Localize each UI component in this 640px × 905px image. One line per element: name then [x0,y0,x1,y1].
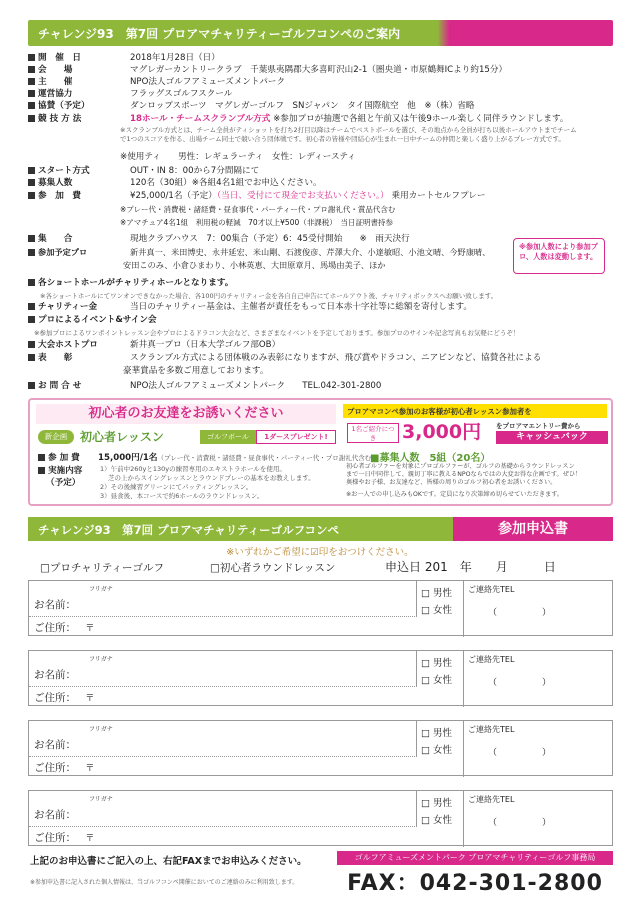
event-title [28,314,157,326]
promo-per-person: 1名ご紹介につき [347,423,399,443]
info-label: 集 合 [38,234,73,244]
male-checkbox[interactable]: □ 男性 [421,798,452,809]
pros-variation-callout: ※参加人数により参加プロ、人数は変動します。 [513,238,605,274]
info-label: 主 催 [38,77,73,87]
male-checkbox[interactable]: □ 男性 [421,728,452,739]
tel-label: ご連絡先TEL [468,655,515,664]
info-value: 120名（30組）※各組4名1組でお申込ください。 [130,178,322,188]
name-label: お名前： [34,669,76,681]
date-prefix: 申込日 201 [385,560,448,574]
info-value: フラッグスゴルフスクール [130,89,233,99]
info-value: 2018年1月28日（日） [130,53,220,63]
info-row-venue [28,64,507,76]
address-cell[interactable] [29,687,464,707]
header-banner [28,20,613,46]
promo-cashback: キャッシュバック [496,431,608,444]
content-label-text: 実施内容 [48,466,83,476]
option-charity[interactable]: □プロチャリティーゴルフ [40,562,165,574]
name-cell[interactable] [29,721,417,757]
entry-row [28,580,613,636]
info-row-format [28,113,569,125]
charity-hole-title [28,277,233,289]
bullet-icon [28,341,35,348]
form-instruction: ※いずれかご希望に☑印をおつけください。 [226,547,414,558]
format-value: ※参加プロが抽選で各組と午前又は午後9ホール楽しく同伴ラウンドします。 [273,114,569,124]
bullet-icon [28,102,35,109]
date-year: 年 [459,560,472,574]
info-row-charity [28,301,472,313]
footer-fax[interactable]: FAX：042-301-2800 [347,871,603,896]
info-label: 募集人数 [38,178,73,188]
address-label: ご住所： [34,762,76,774]
gender-cell[interactable] [417,791,464,827]
footer-instruction: 上記のお申込書にご記入の上、右記FAXまでお申込みください。 [30,856,307,867]
info-label: 参 加 費 [38,191,81,201]
award-line-1: スクランブル方式による団体戦のみ表彰になりますが、飛び賞やドラコン、ニアピンなど、協賛各社による [130,353,542,363]
bullet-icon [28,279,35,286]
info-label: お 問 合 せ [38,381,82,391]
bullet-icon [28,115,35,122]
event-title-text: プロによるイベント&サイン会 [38,315,157,325]
info-label: 開 催 日 [38,53,81,63]
female-checkbox[interactable]: □ 女性 [421,815,452,826]
address-label: ご住所： [34,832,76,844]
promo-note-3: 奥様やお子様、お友達など、皆様の周りのゴルフ初心者をお誘いください。 [346,479,557,486]
info-row-date [28,52,220,64]
footer-office: ゴルフアミューズメントパーク プロアマチャリティーゴルフ事務局 [337,851,613,865]
content-label [38,465,82,477]
bullet-icon [28,354,35,361]
content-1b: 芝の上からスイングレッスンとラウンドプレーの基本をお教えします。 [108,474,315,482]
info-row-fee [28,190,485,202]
address-cell[interactable] [29,827,464,847]
pros-line-1: 新井真一、米田博史、永井延宏、米山剛、石渡俊彦、芹澤大介、小達敏昭、小池文晴、今野康晴、 [130,247,491,257]
tel-label: ご連絡先TEL [468,585,515,594]
info-label: スタート方式 [38,166,90,176]
option-lesson[interactable]: □初心者ラウンドレッスン [210,562,336,574]
info-label: 表 彰 [38,353,73,363]
female-checkbox[interactable]: □ 女性 [421,675,452,686]
info-value: NPO法人ゴルフアミューズメントパーク [130,77,286,87]
furigana-label: フリガナ [89,796,113,803]
date-month: 月 [495,560,508,574]
content-3: 3）昼食後、本コースで約6ホールのラウンドレッスン。 [100,492,264,500]
content-1: 1）午前中260yと130yの練習専用のエキストラホールを使用。 [100,465,286,473]
name-label: お名前： [34,739,76,751]
footer-privacy-note: ※参加申込書に記入された個人情報は、当ゴルフコンペ開催においてのご連絡のみに利用致します。 [30,879,299,886]
tel-paren: （ ） [488,608,552,618]
furigana-label: フリガナ [89,656,113,663]
info-row-award [28,352,541,364]
tel-paren: （ ） [488,748,552,758]
address-cell[interactable] [29,617,464,637]
tel-label: ご連絡先TEL [468,725,515,734]
furigana-label: フリガナ [89,586,113,593]
bullet-icon [28,316,35,323]
entry-row [28,790,613,846]
header-title: チャレンジ93 第7回 プロアマチャリティーゴルフコンペのご案内 [38,27,401,41]
bullet-icon [28,192,35,199]
name-label: お名前： [34,599,76,611]
bullet-icon [38,454,45,461]
info-row-gathering [28,233,410,245]
address-label: ご住所： [34,692,76,704]
entry-row [28,720,613,776]
beginner-fee-value: 15,000円/1名 [98,453,158,463]
info-value: ダンロップスポーツ マグレガーゴルフ SNジャパン タイ国際航空 他 ※（株）省略 [130,101,475,111]
beginner-fee-label: 参 加 費 [48,453,80,463]
tee-info: ※使用ティ 男性：レギュラーティ 女性：レディースティ [120,152,356,162]
tel-cell[interactable] [464,651,614,707]
bullet-icon [28,54,35,61]
info-label: チャリティー金 [38,302,98,312]
promo-note-1: 初心者ゴルファーを対象にプロゴルファーが、ゴルフの基礎からラウンドレッスン [346,463,575,470]
bullet-icon [38,467,45,474]
promo-note-2: まで一日中同伴して、親切丁寧に教えるNPOならではの大変お得な企画です。ぜひ！ [346,471,582,478]
fee-note: ※プレー代・消費税・諸経費・昼食事代・パーティー代・プロ謝礼代・賞品代含む [120,205,396,214]
info-row-host [28,339,280,351]
info-value: 新井真一プロ（日本大学ゴルフ部OB） [130,340,281,350]
bullet-icon [28,90,35,97]
gender-cell[interactable] [417,581,464,617]
info-row-cooperation [28,88,232,100]
address-label: ご住所： [34,622,76,634]
info-row-pros [28,246,490,258]
name-cell[interactable] [29,791,417,827]
info-value: 現地クラブハウス 7：00集合（予定）6：45受付開始 ※ 雨天決行 [130,234,410,244]
female-checkbox[interactable]: □ 女性 [421,605,452,616]
info-value: マグレガーカントリークラブ 千葉県夷隅郡大多喜町沢山2-1（圏央道・市原鶴舞ICより約15分） [130,65,508,75]
pros-line-2: 安田このみ、小倉ひまわり、小林英恵、大田原章月、馬場由美子、ほか [123,260,386,270]
charity-title-text: 各ショートホールがチャリティホールとなります。 [38,278,234,288]
male-checkbox[interactable]: □ 男性 [421,658,452,669]
golf-ball-badge: ゴルフボール [200,430,256,444]
info-row-capacity [28,177,322,189]
promo-amount: 3,000円 [402,421,482,443]
info-value: NPO法人ゴルフアミューズメントパーク TEL.042-301-2800 [130,381,382,391]
beginner-title: 初心者のお友達をお誘いください [36,404,336,424]
bullet-icon [28,78,35,85]
bullet-icon [28,179,35,186]
info-row-sponsor [28,100,475,112]
fee-cash-note: （当日、受付にて現金でお支払いください。） [216,191,389,201]
fee-value: ¥25,000/1名（予定） [130,191,217,201]
postal-mark: 〒 [85,624,95,634]
award-line-2: 豪華賞品を多数ご用意しております。 [123,366,269,376]
promo-headline: プロアマコンペ参加のお客様が初心者レッスン参加者を [343,404,607,418]
form-apply-label: 参加申込書 [453,517,613,541]
bullet-icon [28,303,35,310]
format-note-2: で1つのスコアを作る、出場チーム同士で競い合う団体戦です。初心者の皆様や団結心が生まれ一日中チームの仲間と楽しく盛り上がるプレー方式です。 [120,135,565,143]
info-row-organizer [28,76,285,88]
name-cell[interactable] [29,581,417,617]
bullet-icon [28,249,35,256]
tel-paren: （ ） [488,678,552,688]
tel-cell[interactable] [464,791,614,847]
name-label: お名前： [34,809,76,821]
info-row-start [28,165,259,177]
postal-mark: 〒 [85,694,95,704]
content-sub: （予定） [46,478,81,488]
fee-note-2: ※アマチュア4名1組 利用税の軽減 70才以上¥500（非課税） 当日証明書持参 [120,218,393,227]
bullet-icon [28,235,35,242]
bullet-icon [28,66,35,73]
recruit-count: ■募集人数 5組（20名） [370,453,491,464]
bullet-icon [28,382,35,389]
tel-paren: （ ） [488,818,552,828]
tel-label: ご連絡先TEL [468,795,515,804]
promo-note-4: ※お一人での申し込みもOKです。定員になり次第締め切らせていただきます。 [346,491,564,498]
tel-cell[interactable] [464,721,614,777]
male-checkbox[interactable]: □ 男性 [421,588,452,599]
female-checkbox[interactable]: □ 女性 [421,745,452,756]
info-value: 当日のチャリティー基金は、主催者が責任をもって日本赤十字社等に総額を寄付します。 [130,302,472,312]
format-name: 18ホール・チームスクランブル方式 [130,114,271,124]
bullet-icon [28,167,35,174]
present-badge: 1ダースプレゼント! [256,430,336,444]
new-plan-badge: 新企画 [38,430,74,444]
charity-note: ※各ショートホールにてワンオンできなかった場合、各100円のチャリティー金を各自自己申告にてホールアウト後、チャリティボックスへお願い致します。 [40,292,498,300]
event-note: ※参加プロによるワンポイントレッスン会やプロによるドラコン大会など、さまざまなイベントを予定しております。参加プロのサインや記念写真もお気軽にどうぞ！ [34,329,520,337]
postal-mark: 〒 [85,834,95,844]
furigana-label: フリガナ [89,726,113,733]
info-value: OUT・IN 8：00から7分間隔にて [130,166,260,176]
gender-cell[interactable] [417,721,464,757]
content-2: 2）その後練習グリーンにてパッティングレッスン。 [100,483,253,491]
name-cell[interactable] [29,651,417,687]
lesson-title: 初心者レッスン [80,430,164,444]
info-label: 競 技 方 法 [38,114,82,124]
info-label: 運営協力 [38,89,73,99]
date-day: 日 [543,560,556,574]
address-cell[interactable] [29,757,464,777]
info-label: 会 場 [38,65,73,75]
apply-date [385,558,556,575]
gender-cell[interactable] [417,651,464,687]
beginner-fee-note: （プレー代・消費税・諸経費・昼食事代・パーティー代・プロ謝礼代含む） [157,454,378,462]
postal-mark: 〒 [85,764,95,774]
fee-cart: 乗用カートセルフプレー [391,191,486,201]
info-label: 大会ホストプロ [38,340,98,350]
info-row-contact [28,380,381,392]
form-title: チャレンジ93 第7回 プロアマチャリティーゴルフコンペ [28,517,453,541]
info-label: 参加予定プロ [38,247,88,257]
beginner-fee-row [38,452,378,464]
promo-from-entry: をプロアマエントリー費から [496,422,581,430]
info-label: 協賛（予定） [38,101,90,111]
tel-cell[interactable] [464,581,614,637]
entry-row [28,650,613,706]
format-note-1: ※スクランブル方式とは、チーム全員がティショットを打ち2打目以降はチームでベストボールを選び、その地点から全員が打ち以後ホールアウトまでチーム [120,126,577,134]
